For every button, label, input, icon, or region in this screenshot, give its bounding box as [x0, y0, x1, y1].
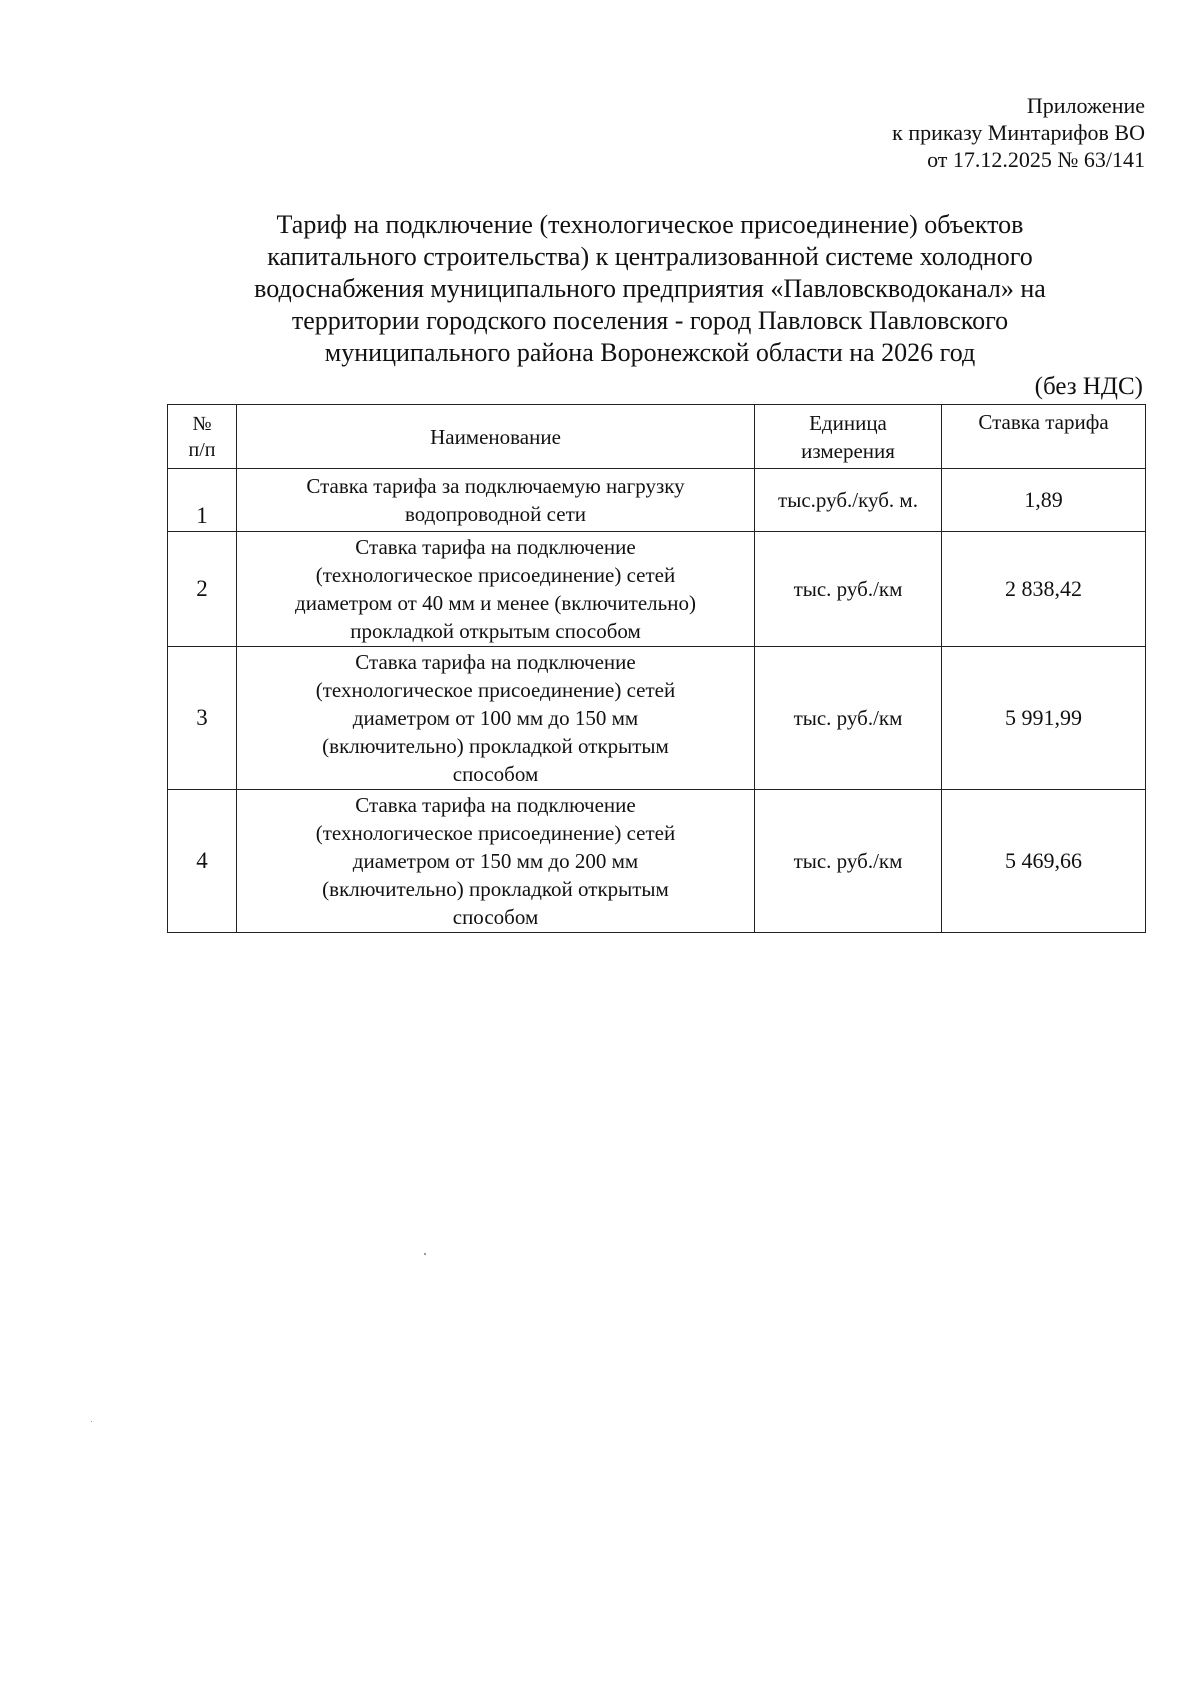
scan-speck [91, 1421, 92, 1422]
title-line-3: водоснабжения муниципального предприятия «Павловскводоканал» на [254, 274, 1046, 303]
column-header-number [168, 405, 237, 469]
column-header-name: Наименование [237, 405, 755, 469]
column-header-number-sign: № [192, 412, 212, 435]
row-number: 1 [168, 469, 237, 532]
row-number: 3 [168, 647, 237, 790]
row-rate: 2 838,42 [942, 532, 1146, 647]
row-name-line: Ставка тарифа на подключение [355, 535, 636, 559]
row-name-line: Ставка тарифа на подключение [355, 650, 636, 674]
document-title [150, 209, 1150, 369]
column-header-unit-line2: измерения [801, 438, 895, 463]
vat-note: (без НДС) [1034, 373, 1143, 400]
row-name-line: Ставка тарифа на подключение [355, 793, 636, 817]
row-number: 4 [168, 790, 237, 933]
row-rate: 5 469,66 [942, 790, 1146, 933]
title-line-4: территории городского поселения - город Павловск Павловского [291, 306, 1009, 335]
column-header-number-abbr: п/п [188, 438, 216, 461]
table-row [168, 532, 1146, 647]
row-name-line: диаметром от 100 мм до 150 мм [352, 706, 639, 730]
row-rate: 1,89 [942, 469, 1146, 532]
column-header-rate: Ставка тарифа [942, 405, 1146, 469]
row-rate: 5 991,99 [942, 647, 1146, 790]
row-name-line: (включительно) прокладкой открытым [322, 877, 669, 901]
table-row [168, 469, 1146, 532]
column-header-unit-line1: Единица [809, 410, 887, 435]
row-name-line: диаметром от 150 мм до 200 мм [352, 849, 639, 873]
order-reference: к приказу Минтарифов ВО [892, 120, 1145, 145]
row-name [237, 469, 755, 532]
row-unit: тыс.руб./куб. м. [755, 469, 942, 532]
row-unit: тыс. руб./км [755, 532, 942, 647]
table-row [168, 790, 1146, 933]
row-name-line: способом [452, 762, 539, 786]
scan-speck [424, 1253, 426, 1255]
row-name-line: (технологическое присоединение) сетей [315, 563, 676, 587]
order-date-number: от 17.12.2025 № 63/141 [927, 147, 1145, 172]
row-number: 2 [168, 532, 237, 647]
row-name-line: (включительно) прокладкой открытым [322, 734, 669, 758]
row-name [237, 790, 755, 933]
table-header-row [168, 405, 1146, 469]
row-name [237, 647, 755, 790]
row-name-line: диаметром от 40 мм и менее (включительно) [295, 591, 696, 615]
row-name-line: (технологическое присоединение) сетей [315, 678, 676, 702]
row-name-line: способом [452, 905, 539, 929]
title-line-2: капитального строительства) к централизованной системе холодного [267, 242, 1033, 271]
row-name-line: (технологическое присоединение) сетей [315, 821, 676, 845]
title-line-5: муниципального района Воронежской области на 2026 год [324, 338, 976, 367]
row-name [237, 532, 755, 647]
table-row [168, 647, 1146, 790]
column-header-unit [755, 405, 942, 469]
appendix-header [892, 92, 1145, 173]
row-name-line: водопроводной сети [405, 502, 586, 526]
row-unit: тыс. руб./км [755, 647, 942, 790]
title-line-1: Тариф на подключение (технологическое присоединение) объектов [276, 210, 1024, 239]
row-name-line: Ставка тарифа за подключаемую нагрузку [306, 474, 685, 498]
row-unit: тыс. руб./км [755, 790, 942, 933]
row-name-line: прокладкой открытым способом [350, 619, 641, 643]
tariff-table [167, 404, 1146, 933]
appendix-label: Приложение [1026, 93, 1145, 118]
